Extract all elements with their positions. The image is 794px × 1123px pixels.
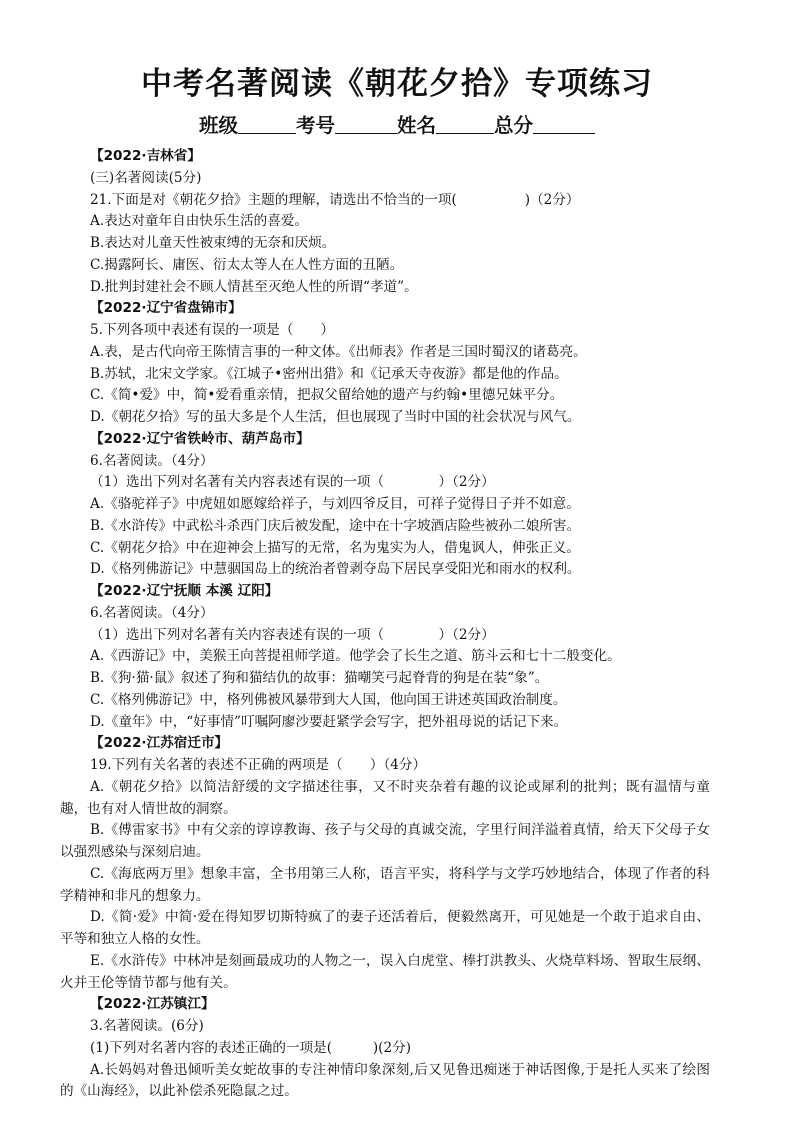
question-line: 6.名著阅读。（4分） [90,452,214,469]
option-line: A.表，是古代向帝王陈情言事的一种文体。《出师表》作者是三国时蜀汉的诸葛亮。 [90,343,587,360]
question-line: (三)名著阅读(5分) [90,169,202,186]
class-label: 班级 [198,114,238,137]
option-line: D.批判封建社会不顾人情甚至灭绝人性的所谓“孝道”。 [90,278,418,295]
option-paragraph: C.《海底两万里》想象丰富，全书用第三人称，语言平实，将科学与文学巧妙地结合，体现了作者的科学精神和非凡的想象力。 [60,865,710,904]
section-heading: 【2022·江苏宿迁市】 [90,735,229,752]
question-line: 6.名著阅读。（4分） [90,604,214,621]
question-line: 3.名著阅读。(6分) [90,1018,204,1034]
option-line: D.《格列佛游记》中慧骃国岛上的统治者曾剥夺岛下居民享受阳光和雨水的权利。 [90,561,581,578]
option-paragraph: A.长妈妈对鲁迅倾听美女蛇故事的专注神情印象深刻,后又见鲁迅痴迷于神话图像,于是托人买来了绘图的《山海经》，以此补偿杀死隐鼠之过。 [60,1061,710,1100]
page-title: 中考名著阅读《朝花夕拾》专项练习 [141,66,653,102]
option-paragraph: E.《水浒传》中林冲是刻画最成功的人物之一，误入白虎堂、棒打洪教头、火烧草料场、智取生辰纲、火并王伦等情节都与他有关。 [60,952,710,991]
question-line: 5.下列各项中表述有误的一项是（ ） [90,322,335,338]
question-line: 19.下列有关名著的表述不正确的两项是（ ）（4分） [90,757,427,773]
option-line: D.《朝花夕拾》写的虽大多是个人生活，但也展现了当时中国的社会状况与风气。 [90,409,581,425]
section-heading: 【2022·辽宁省盘锦市】 [90,300,242,317]
section-heading: 【2022·吉林省】 [90,148,201,164]
questions-content [60,146,710,1103]
question-line: 21.下面是对《朝花夕拾》主题的理解，请选出不恰当的一项( )（2分） [90,191,580,208]
exam-no-blank[interactable] [335,115,397,134]
question-line: （1）选出下列对名著有关内容表述有误的一项（ ）（2分） [90,626,495,643]
option-line: A.《西游记》中，美猴王向菩提祖师学道。他学会了长生之道、筋斗云和七十二般变化。 [90,648,621,665]
option-line: C.揭露阿长、庸医、衍太太等人在人性方面的丑陋。 [90,256,404,273]
question-line: (1)下列对名著内容的表述正确的一项是( )(2分) [90,1039,411,1056]
option-line: A.表达对童年自由快乐生活的喜爱。 [90,213,309,230]
option-paragraph: A.《朝花夕拾》以简洁舒缓的文字描述往事，又不时夹杂着有趣的议论或犀利的批判；既有温情与童趣，也有对人情世故的洞察。 [60,778,710,817]
option-line: C.《简•爱》中，简•爱看重亲情，把叔父留给她的遗产与约翰•里德兄妹平分。 [90,387,564,404]
option-line: A.《骆驼祥子》中虎妞如愿嫁给祥子，与刘四爷反目，可祥子觉得日子并不如意。 [90,496,580,512]
option-line: C.《朝花夕拾》中在迎神会上描写的无常，名为鬼实为人，借鬼讽人，伸张正义。 [90,539,581,556]
score-blank[interactable] [533,115,595,134]
exam-no-label: 考号 [295,114,335,137]
section-heading: 【2022·辽宁抚顺 本溪 辽阳】 [90,583,279,599]
question-line: （1）选出下列对名著有关内容表述有误的一项（ ）（2分） [90,474,495,491]
student-info-line [0,110,794,138]
option-paragraph: B.《傅雷家书》中有父亲的谆谆教诲、孩子与父母的真诚交流，字里行间洋溢着真情，给天下父母子女以强烈感染与深刻启迪。 [60,822,710,860]
name-blank[interactable] [436,115,494,134]
option-line: B.《水浒传》中武松斗杀西门庆后被发配，途中在十字坡酒店险些被孙二娘所害。 [90,517,581,534]
score-label: 总分 [494,114,534,137]
class-blank[interactable] [238,115,296,134]
name-label: 姓名 [397,114,437,137]
option-line: B.表达对儿童天性被束缚的无奈和厌烦。 [90,235,336,251]
section-heading: 【2022·江苏镇江】 [90,996,215,1013]
option-line: B.苏轼，北宋文学家。《江城子•密州出猎》和《记承天寺夜游》都是他的作品。 [90,365,568,382]
option-line: C.《格列佛游记》中，格列佛被风暴带到大人国，他向国王讲述英国政治制度。 [90,691,567,708]
option-paragraph: D.《简·爱》中简·爱在得知罗切斯特疯了的妻子还活着后，便毅然离开，可见她是一个敢于追求自由、平等和独立人格的女性。 [60,909,710,947]
option-line: D.《童年》中，“好事情”叮嘱阿廖沙要赶紧学会写字，把外祖母说的话记下来。 [90,713,568,730]
section-heading: 【2022·辽宁省铁岭市、葫芦岛市】 [90,430,310,447]
option-line: B.《狗·猫·鼠》叙述了狗和猫结仇的故事：猫嘲笑弓起脊背的狗是在装“象”。 [90,670,549,686]
